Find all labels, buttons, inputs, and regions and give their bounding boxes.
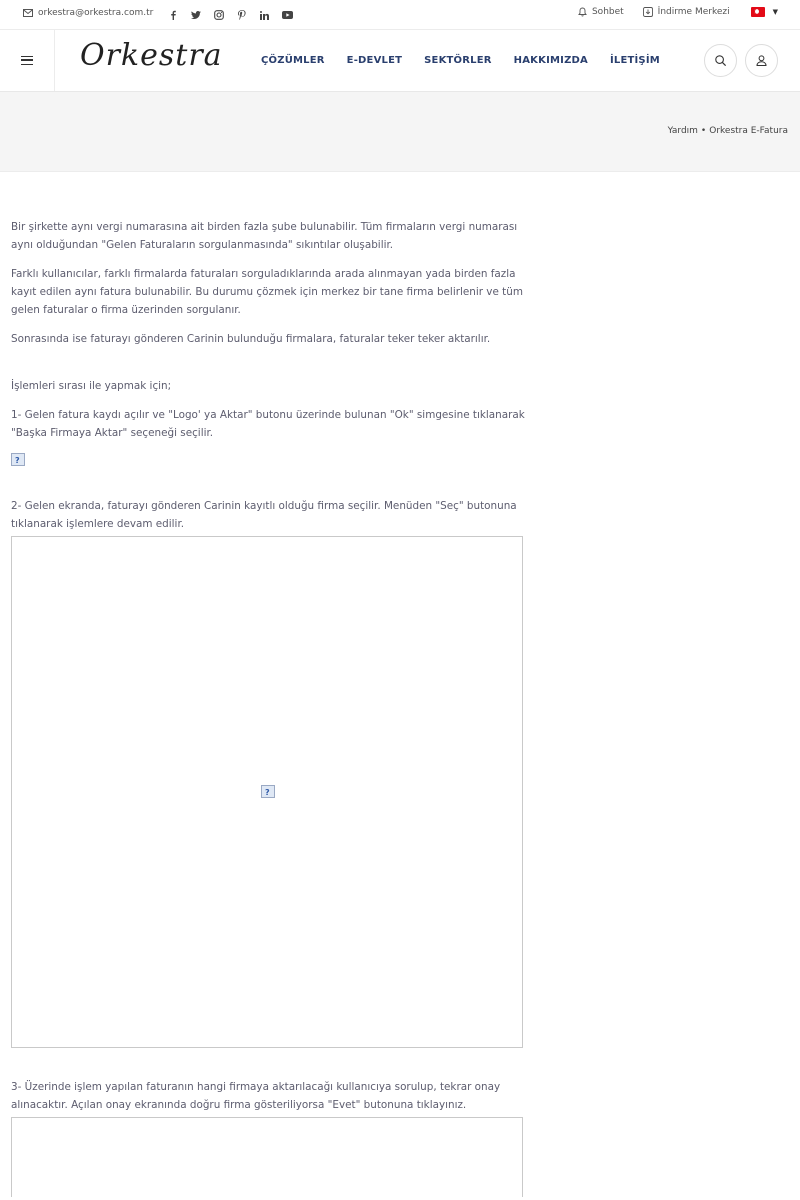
turkey-flag-icon — [751, 7, 765, 17]
screenshot-image — [11, 536, 523, 1048]
breadcrumb-item-help[interactable]: Yardım — [667, 126, 698, 136]
twitter-icon[interactable] — [184, 8, 207, 22]
language-selector[interactable] — [749, 7, 778, 17]
screenshot-image — [11, 1117, 523, 1197]
instagram-icon[interactable] — [207, 8, 230, 22]
search-button[interactable] — [704, 44, 737, 77]
caret-down-icon: ▼ — [772, 8, 778, 16]
article-paragraph: Sonrasında ise faturayı gönderen Carinin bulunduğu firmalara, faturalar teker teker aktarılır. — [11, 333, 491, 345]
site-logo[interactable]: Orkestra — [80, 38, 223, 73]
main-header — [0, 30, 800, 92]
pinterest-icon[interactable] — [230, 8, 253, 22]
article-paragraph: Farklı kullanıcılar, farklı firmalarda faturaları sorguladıklarında arada alınmayan yada birden fazla kayıt edilen aynı fatura bulunabilir. Bu durumu çözmek için merkez bir tane firma belirlenir ve tüm gelen faturalar o firma üzerinden sorgulanır. — [11, 268, 523, 316]
nav-e-devlet[interactable]: E-DEVLET — [346, 55, 403, 66]
nav-solutions[interactable]: ÇÖZÜMLER — [261, 55, 325, 66]
chat-label: Sohbet — [591, 7, 624, 17]
main-nav — [250, 30, 671, 91]
article-paragraph: İşlemleri sırası ile yapmak için; — [11, 380, 172, 392]
download-center-label: İndirme Merkezi — [657, 7, 730, 17]
breadcrumb — [668, 126, 788, 136]
nav-sectors[interactable]: SEKTÖRLER — [424, 55, 492, 66]
step-2-text: 2- Gelen ekranda, faturayı gönderen Carinin kayıtlı olduğu firma seçilir. Menüden "Seç" butonuna tıklanarak işlemlere devam edilir. — [11, 500, 517, 530]
menu-button[interactable] — [0, 30, 55, 91]
nav-about[interactable]: HAKKIMIZDA — [513, 55, 588, 66]
top-bar — [0, 0, 800, 30]
download-icon — [643, 7, 653, 17]
breadcrumb-item-current: Orkestra E-Fatura — [709, 126, 788, 136]
chat-link[interactable] — [578, 7, 624, 17]
mail-icon — [23, 9, 33, 17]
download-center-link[interactable] — [643, 7, 730, 17]
article-content — [11, 218, 526, 1197]
email-text: orkestra@orkestra.com.tr — [38, 8, 154, 18]
step-3-text: 3- Üzerinde işlem yapılan faturanın hangi firmaya aktarılacağı kullanıcıya sorulup, tekrar onay alınacaktır. Açılan onay ekranında doğru firma gösteriliyorsa "Evet" butonuna tıklayınız. — [11, 1081, 501, 1111]
hamburger-icon — [21, 56, 33, 65]
broken-image-icon — [261, 785, 275, 798]
broken-image-icon — [11, 453, 25, 466]
social-links — [161, 8, 299, 22]
step-1-text: 1- Gelen fatura kaydı açılır ve "Logo' ya Aktar" butonu üzerinde bulunan "Ok" simgesine tıklanarak "Başka Firmaya Aktar" seçeneği seçilir. — [11, 409, 525, 439]
youtube-icon[interactable] — [276, 8, 299, 22]
facebook-icon[interactable] — [161, 8, 184, 22]
linkedin-icon[interactable] — [253, 8, 276, 22]
user-account-button[interactable] — [745, 44, 778, 77]
search-icon — [715, 55, 726, 66]
page-title-band — [0, 92, 800, 172]
bell-icon — [578, 7, 587, 17]
nav-contact[interactable]: İLETİŞİM — [609, 55, 660, 66]
breadcrumb-separator: • — [700, 126, 707, 136]
topbar-right — [559, 7, 778, 17]
user-icon — [756, 55, 767, 66]
article-paragraph: Bir şirkette aynı vergi numarasına ait birden fazla şube bulunabilir. Tüm firmaların vergi numarası aynı olduğundan "Gelen Faturaların sorgulanmasında" sıkıntılar oluşabilir. — [11, 221, 518, 251]
email-link[interactable] — [23, 8, 153, 18]
